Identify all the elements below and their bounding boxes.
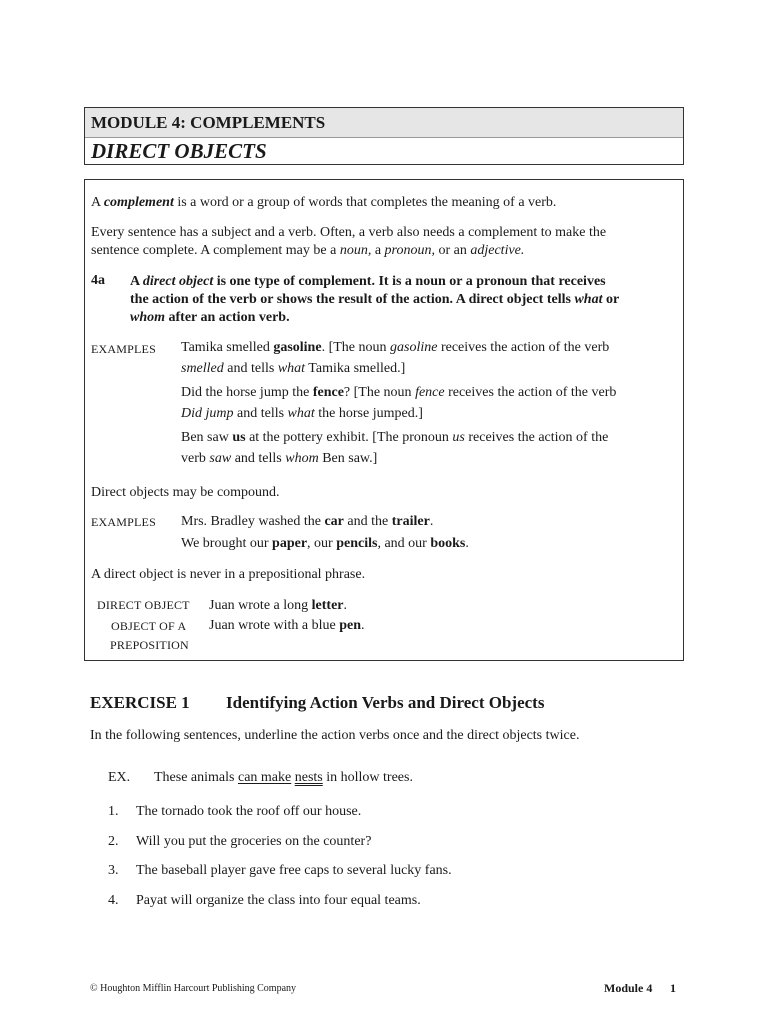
rule-text xyxy=(130,273,619,327)
text: is one type of complement. It is a noun or a pronoun that receives xyxy=(213,274,606,289)
module-header xyxy=(84,107,684,165)
module-title: MODULE 4: COMPLEMENTS xyxy=(85,108,683,138)
text: and tells xyxy=(223,361,278,376)
item-sentence[interactable]: Will you put the groceries on the counter? xyxy=(136,834,372,849)
term-complement: complement xyxy=(103,195,174,210)
prepositional-note: A direct object is never in a prepositional phrase. xyxy=(91,567,366,582)
lesson-box xyxy=(84,179,684,661)
text: Tamika smelled xyxy=(181,340,274,355)
direct-object: fence xyxy=(312,385,344,400)
text: or an xyxy=(434,243,471,258)
text: the horse jumped.] xyxy=(314,406,423,421)
term-what: what xyxy=(574,292,603,307)
compound-example-1 xyxy=(181,513,433,531)
section-title: DIRECT OBJECTS xyxy=(91,139,267,163)
text: Did the horse jump the xyxy=(181,385,313,400)
text: , and our xyxy=(377,536,431,551)
text: and the xyxy=(343,514,392,529)
text: Tamika smelled.] xyxy=(305,361,406,376)
definition-paragraph xyxy=(91,194,556,212)
term-direct-object: direct object xyxy=(142,274,214,289)
text: . xyxy=(429,514,434,529)
exercise-instructions: In the following sentences, underline the action verbs once and the direct objects twice. xyxy=(90,728,580,743)
intro-line-2 xyxy=(91,242,606,260)
text: These animals xyxy=(154,770,238,785)
direct-object: gasoline xyxy=(273,340,322,355)
italic-term: smelled xyxy=(181,361,224,376)
direct-object: trailer xyxy=(391,514,430,529)
term-adjective: adjective. xyxy=(470,243,525,258)
italic-term: gasoline xyxy=(390,340,438,355)
text: receives the action of the xyxy=(464,430,609,445)
text: , our xyxy=(307,536,337,551)
text: in hollow trees. xyxy=(322,770,413,785)
direct-object: pencils xyxy=(336,536,378,551)
page-number: 1 xyxy=(670,981,676,995)
item-number: 3. xyxy=(108,863,119,878)
text: Juan wrote a long xyxy=(209,598,312,613)
direct-object: letter xyxy=(311,598,344,613)
text: receives the action of the verb xyxy=(437,340,610,355)
text: after an action verb. xyxy=(165,310,290,325)
term-whom: whom xyxy=(130,310,166,325)
text: or xyxy=(602,292,620,307)
verb-underlined: can make xyxy=(237,770,292,785)
text: . [The noun xyxy=(321,340,390,355)
item-sentence[interactable]: The tornado took the roof off our house. xyxy=(136,804,362,819)
footer-module: Module 4 xyxy=(604,981,653,995)
text: ? [The noun xyxy=(343,385,416,400)
text: verb xyxy=(181,451,210,466)
italic-term: saw xyxy=(209,451,232,466)
text: . xyxy=(361,618,365,633)
intro-paragraph xyxy=(91,224,606,260)
exercise-title: Identifying Action Verbs and Direct Objects xyxy=(226,693,545,712)
italic-term: what xyxy=(287,406,315,421)
example-label: EX. xyxy=(108,770,131,785)
direct-object: paper xyxy=(272,536,308,551)
label-direct-object: DIRECT OBJECT xyxy=(97,598,190,612)
text: the action of the verb or shows the result of the action. A direct object tells xyxy=(130,292,575,307)
item-sentence[interactable]: The baseball player gave free caps to several lucky fans. xyxy=(136,863,452,878)
prep-example-2 xyxy=(209,617,365,635)
rule-line-1 xyxy=(130,273,619,291)
label-object-of-a: OBJECT OF A xyxy=(111,619,187,633)
italic-term: Did jump xyxy=(181,406,234,421)
example-2 xyxy=(181,384,616,423)
text: Mrs. Bradley washed the xyxy=(181,514,325,529)
item-number: 4. xyxy=(108,893,119,908)
italic-term: fence xyxy=(415,385,445,400)
compound-note: Direct objects may be compound. xyxy=(91,485,280,500)
text: Juan wrote with a blue xyxy=(209,618,340,633)
rule-label: 4a xyxy=(91,273,105,288)
text: A xyxy=(130,274,143,289)
text: a xyxy=(371,243,385,258)
item-sentence[interactable]: Payat will organize the class into four equal teams. xyxy=(136,893,421,908)
italic-term: us xyxy=(452,430,465,445)
item-number: 1. xyxy=(108,804,119,819)
intro-line-1: Every sentence has a subject and a verb. Often, a verb also needs a complement to make the xyxy=(91,225,607,240)
direct-object: us xyxy=(232,430,246,445)
text: at the pottery exhibit. [The pronoun xyxy=(245,430,453,445)
term-pronoun: pronoun, xyxy=(384,243,435,258)
copyright: © Houghton Mifflin Harcourt Publishing Company xyxy=(90,983,297,994)
text: sentence complete. A complement may be a xyxy=(91,243,340,258)
exercise-number: EXERCISE 1 xyxy=(90,693,190,712)
item-number: 2. xyxy=(108,834,119,849)
rule-line-2 xyxy=(130,291,619,309)
label-preposition: PREPOSITION xyxy=(110,638,189,652)
text: . xyxy=(343,598,348,613)
direct-object: books xyxy=(430,536,466,551)
italic-term: what xyxy=(277,361,306,376)
text: and tells xyxy=(233,406,288,421)
text: Ben saw xyxy=(181,430,233,445)
prep-example-1 xyxy=(209,597,347,615)
direct-object: car xyxy=(324,514,344,529)
text: receives the action of the verb xyxy=(444,385,617,400)
example-sentence xyxy=(154,769,413,787)
example-3 xyxy=(181,429,608,468)
example-1 xyxy=(181,339,609,378)
text: Ben saw.] xyxy=(318,451,378,466)
object-double-underlined: nests xyxy=(294,770,323,785)
text: . xyxy=(465,536,469,551)
text: and tells xyxy=(231,451,286,466)
text: We brought our xyxy=(181,536,273,551)
compound-example-2 xyxy=(181,535,469,553)
text: A xyxy=(91,195,104,210)
term-noun: noun, xyxy=(339,243,372,258)
examples-label: EXAMPLES xyxy=(91,342,156,356)
examples-label: EXAMPLES xyxy=(91,515,156,529)
object-of-preposition: pen xyxy=(339,618,362,633)
text: is a word or a group of words that completes the meaning of a verb. xyxy=(173,195,557,210)
italic-term: whom xyxy=(285,451,319,466)
rule-line-3 xyxy=(130,309,619,327)
